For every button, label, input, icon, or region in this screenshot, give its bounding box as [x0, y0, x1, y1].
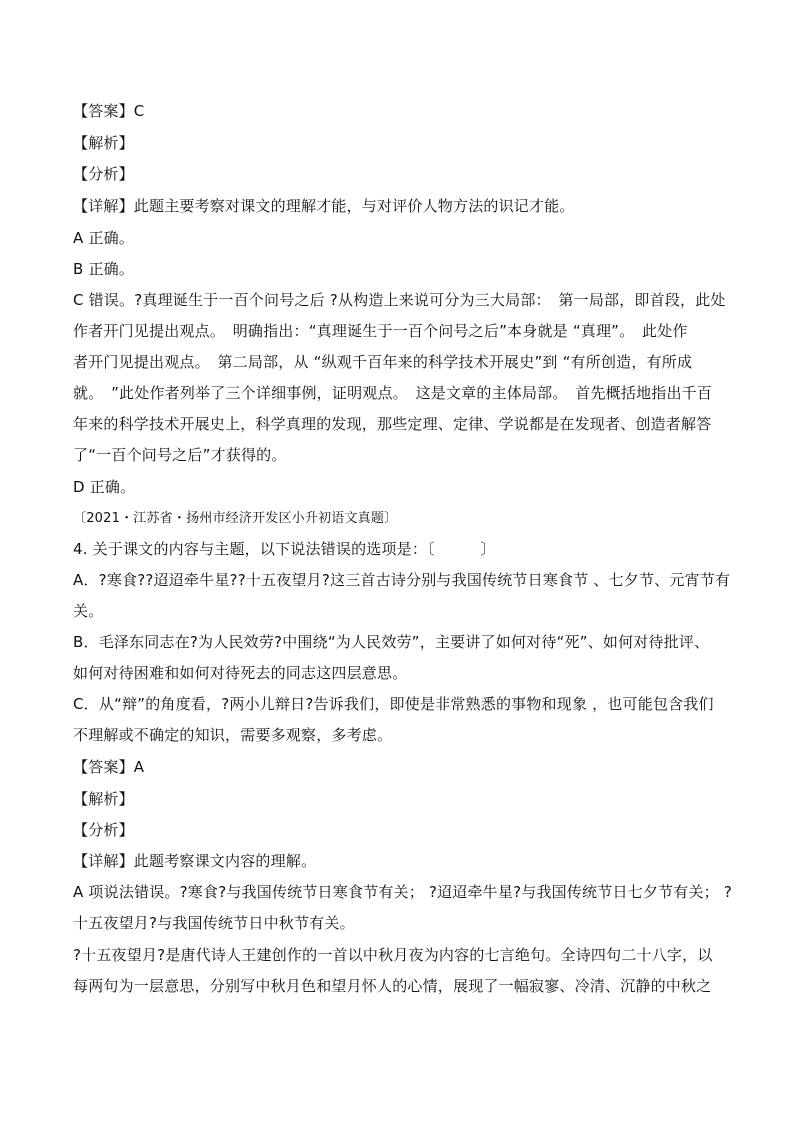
question-4-stem: 4. 关于课文的内容与主题，以下说法错误的选项是：〔 〕	[73, 540, 496, 558]
option-c-explanation-line-6: 了“一百个问号之后”才获得的。	[73, 446, 287, 464]
option-d-correct: D 正确。	[73, 478, 136, 496]
detail-line-2: 【详解】此题考察课文内容的理解。	[73, 852, 317, 870]
option-c-explanation-line-1: C 错误。?真理诞生于一百个问号之后 ?从构造上来说可分为三大局部： 第一局部，即首段，此处	[73, 291, 726, 309]
option-c-explanation-line-5: 年来的科学技术开展史上，科学真理的发现，那些定理、定律、学说都是在发现者、创造者解答	[73, 415, 712, 433]
option-c-explanation-line-4: 就。 ”此处作者列举了三个详细事例，证明观点。 这是文章的主体局部。 首先概括地指出千百	[73, 384, 713, 402]
poem-note-line-2: 每两句为一层意思，分别写中秋月色和望月怀人的心情，展现了一幅寂寥、冷清、沉静的中秋之	[73, 977, 712, 995]
question-4-option-c-line-2: 不理解或不确定的知识，需要多观察，多考虑。	[73, 726, 393, 744]
breakdown-label-2: 【分析】	[73, 821, 134, 839]
question-source: 〔2021・江苏省・扬州市经济开发区小升初语文真题〕	[73, 511, 398, 526]
option-a-explanation-line-1: A 项说法错误。?寒食?与我国传统节日寒食节有关； ?迢迢牵牛星?与我国传统节日七夕节有关； ?	[73, 883, 732, 901]
answer-label-2: 【答案】A	[73, 758, 145, 776]
poem-note-line-1: ?十五夜望月?是唐代诗人王建创作的一首以中秋月夜为内容的七言绝句。全诗四句二十八字，以	[73, 946, 713, 964]
question-4-option-c-line-1: C．从“辩”的角度看，?两小儿辩日?告诉我们，即使是非常熟悉的事物和现象 ，也可能包含我们	[73, 695, 714, 713]
detail-line-1: 【详解】此题主要考察对课文的理解才能，与对评价人物方法的识记才能。	[73, 197, 575, 215]
question-4-option-b-line-1: B．毛泽东同志在?为人民效劳?中围绕“为人民效劳”，主要讲了如何对待“死”、如何对待批评、	[73, 633, 710, 651]
option-b-correct: B 正确。	[73, 260, 135, 278]
option-c-explanation-line-3: 者开门见提出观点。 第二局部，从 “纵观千百年来的科学技术开展史”到 “有所创造，有所成	[73, 353, 693, 371]
question-4-option-a-line-1: A．?寒食??迢迢牵牛星??十五夜望月?这三首古诗分别与我国传统节日寒食节 、七夕节、元宵节有	[73, 571, 731, 589]
breakdown-label-1: 【分析】	[73, 165, 134, 183]
question-4-option-a-line-2: 关。	[73, 602, 104, 620]
analysis-label-2: 【解析】	[73, 790, 134, 808]
option-a-explanation-line-2: 十五夜望月?与我国传统节日中秋节有关。	[73, 914, 355, 932]
option-c-explanation-line-2: 作者开门见提出观点。 明确指出：“真理诞生于一百个问号之后”本身就是 “真理”。 此处作	[73, 322, 688, 340]
analysis-label-1: 【解析】	[73, 134, 134, 152]
answer-label-1: 【答案】C	[73, 102, 145, 120]
question-4-option-b-line-2: 如何对待困难和如何对待死去的同志这四层意思。	[73, 664, 408, 682]
option-a-correct: A 正确。	[73, 229, 135, 247]
